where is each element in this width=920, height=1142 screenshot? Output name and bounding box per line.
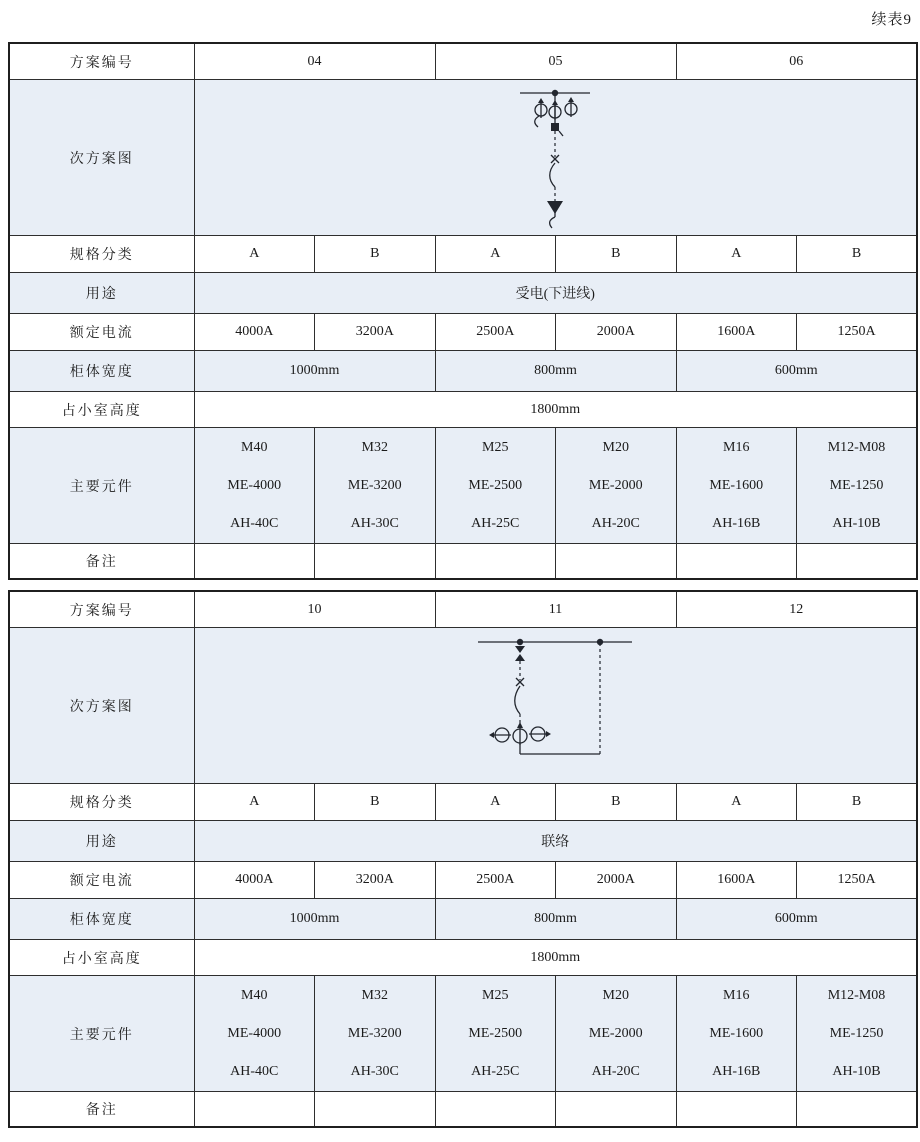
main-components-cell: M16 ME-1600 AH-16B [676, 976, 797, 1092]
row-label-scheme-diagram: 次方案图 [9, 80, 194, 236]
row-label-main-components: 主要元件 [9, 976, 194, 1092]
row-label-spec-category: 规格分类 [9, 784, 194, 821]
cabinet-width-cell: 1000mm [194, 351, 435, 392]
row-label-usage: 用途 [9, 821, 194, 862]
row-label-scheme-diagram: 次方案图 [9, 628, 194, 784]
spec-table-schemes-10-12 [8, 590, 918, 1128]
main-components-cell: M25 ME-2500 AH-25C [435, 976, 556, 1092]
row-label-usage: 用途 [9, 273, 194, 314]
incoming-feed-single-line-diagram [495, 83, 615, 233]
spec-category-cell: A [676, 236, 797, 273]
cabinet-width-cell: 600mm [676, 351, 917, 392]
main-components-cell: M16 ME-1600 AH-16B [676, 428, 797, 544]
table-row [9, 351, 917, 392]
table-row [9, 940, 917, 976]
scheme-number-cell: 11 [435, 591, 676, 628]
table-row [9, 591, 917, 628]
bus-tie-single-line-diagram [470, 632, 640, 780]
remarks-cell [676, 1092, 797, 1128]
row-label-chamber-height: 占小室高度 [9, 392, 194, 428]
row-label-cabinet-width: 柜体宽度 [9, 899, 194, 940]
spec-category-cell: B [797, 236, 918, 273]
usage-cell: 联络 [194, 821, 917, 862]
cabinet-width-cell: 800mm [435, 899, 676, 940]
remarks-cell [435, 1092, 556, 1128]
scheme-number-cell: 12 [676, 591, 917, 628]
chamber-height-cell: 1800mm [194, 392, 917, 428]
remarks-cell [797, 544, 918, 580]
table-row [9, 821, 917, 862]
row-label-spec-category: 规格分类 [9, 236, 194, 273]
rated-current-cell: 2000A [556, 862, 677, 899]
rated-current-cell: 2500A [435, 862, 556, 899]
spec-category-cell: B [556, 236, 677, 273]
rated-current-cell: 3200A [315, 314, 436, 351]
row-label-scheme-number: 方案编号 [9, 43, 194, 80]
continuation-label: 续表9 [871, 12, 912, 28]
remarks-cell [556, 1092, 677, 1128]
remarks-cell [435, 544, 556, 580]
row-label-rated-current: 额定电流 [9, 314, 194, 351]
scheme-number-cell: 04 [194, 43, 435, 80]
rated-current-cell: 1250A [797, 314, 918, 351]
table-row [9, 899, 917, 940]
main-components-cell: M20 ME-2000 AH-20C [556, 976, 677, 1092]
rated-current-cell: 1600A [676, 314, 797, 351]
row-label-cabinet-width: 柜体宽度 [9, 351, 194, 392]
remarks-cell [315, 544, 436, 580]
rated-current-cell: 1250A [797, 862, 918, 899]
remarks-cell [194, 1092, 315, 1128]
spec-table-schemes-04-06 [8, 42, 918, 580]
spec-category-cell: A [194, 784, 315, 821]
spec-category-cell: A [676, 784, 797, 821]
table-row [9, 314, 917, 351]
table-row [9, 544, 917, 580]
usage-cell: 受电(下进线) [194, 273, 917, 314]
scheme-diagram-cell [194, 628, 917, 784]
table-row [9, 784, 917, 821]
rated-current-cell: 4000A [194, 314, 315, 351]
remarks-cell [797, 1092, 918, 1128]
table-row [9, 236, 917, 273]
row-label-remarks: 备注 [9, 544, 194, 580]
main-components-cell: M32 ME-3200 AH-30C [315, 976, 436, 1092]
main-components-cell: M25 ME-2500 AH-25C [435, 428, 556, 544]
scheme-diagram-cell [194, 80, 917, 236]
scheme-number-cell: 05 [435, 43, 676, 80]
cabinet-width-cell: 600mm [676, 899, 917, 940]
main-components-cell: M12-M08 ME-1250 AH-10B [797, 428, 918, 544]
rated-current-cell: 1600A [676, 862, 797, 899]
spec-category-cell: A [435, 784, 556, 821]
row-label-remarks: 备注 [9, 1092, 194, 1128]
rated-current-cell: 3200A [315, 862, 436, 899]
cabinet-width-cell: 800mm [435, 351, 676, 392]
spec-category-cell: B [315, 784, 436, 821]
row-label-chamber-height: 占小室高度 [9, 940, 194, 976]
scheme-number-cell: 06 [676, 43, 917, 80]
spec-category-cell: B [797, 784, 918, 821]
spec-category-cell: B [556, 784, 677, 821]
main-components-cell: M40 ME-4000 AH-40C [194, 976, 315, 1092]
remarks-cell [556, 544, 677, 580]
table-row [9, 80, 917, 236]
table-row [9, 273, 917, 314]
main-components-cell: M20 ME-2000 AH-20C [556, 428, 677, 544]
scheme-number-cell: 10 [194, 591, 435, 628]
table-row [9, 862, 917, 899]
table-row [9, 392, 917, 428]
rated-current-cell: 4000A [194, 862, 315, 899]
cabinet-width-cell: 1000mm [194, 899, 435, 940]
spec-category-cell: B [315, 236, 436, 273]
table-row [9, 628, 917, 784]
rated-current-cell: 2000A [556, 314, 677, 351]
table-row [9, 1092, 917, 1128]
row-label-main-components: 主要元件 [9, 428, 194, 544]
remarks-cell [676, 544, 797, 580]
rated-current-cell: 2500A [435, 314, 556, 351]
spec-category-cell: A [194, 236, 315, 273]
main-components-cell: M12-M08 ME-1250 AH-10B [797, 976, 918, 1092]
main-components-cell: M40 ME-4000 AH-40C [194, 428, 315, 544]
chamber-height-cell: 1800mm [194, 940, 917, 976]
remarks-cell [194, 544, 315, 580]
table-row [9, 976, 917, 1092]
row-label-rated-current: 额定电流 [9, 862, 194, 899]
table-row [9, 43, 917, 80]
main-components-cell: M32 ME-3200 AH-30C [315, 428, 436, 544]
row-label-scheme-number: 方案编号 [9, 591, 194, 628]
spec-category-cell: A [435, 236, 556, 273]
remarks-cell [315, 1092, 436, 1128]
table-row [9, 428, 917, 544]
